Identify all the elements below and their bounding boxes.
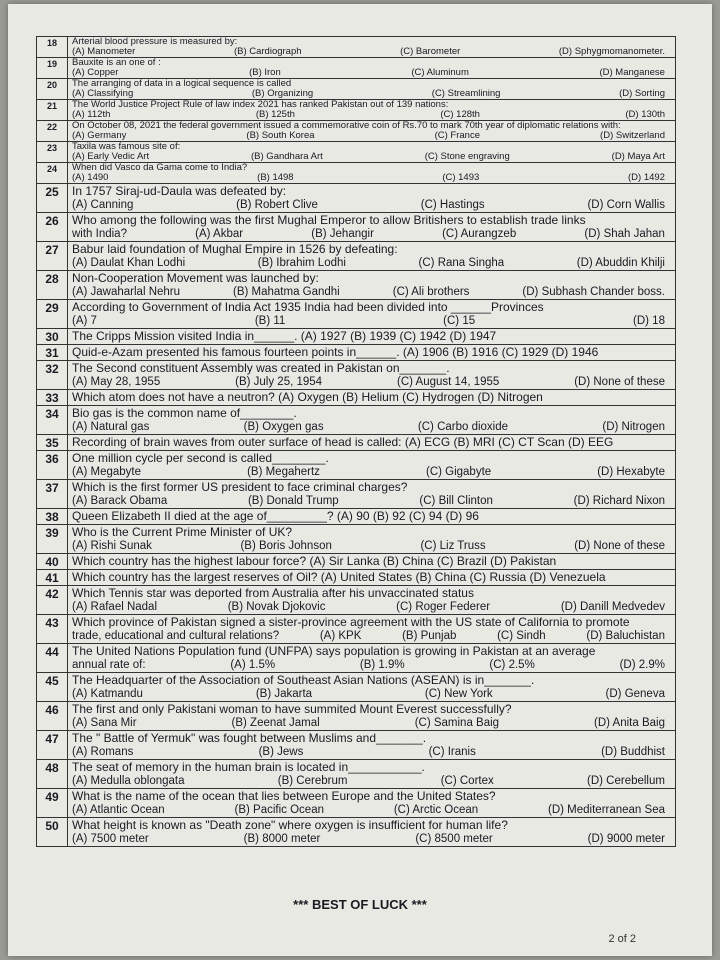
question-row (37, 37, 675, 58)
option-text: (D) 9000 meter (587, 833, 665, 845)
question-row (37, 451, 675, 480)
option-text: (C) Hastings (420, 199, 485, 211)
option-text: (A) Manometer (72, 46, 136, 57)
option-text: (C) Arctic Ocean (393, 804, 479, 816)
options-line (72, 110, 671, 120)
option-text: (A) Early Vedic Art (72, 151, 150, 162)
question-body (68, 673, 675, 701)
options-line (72, 687, 671, 701)
option-text: (B) Donald Trump (247, 495, 339, 507)
option-text: (B) Oxygen gas (243, 421, 324, 433)
option-text: (B) Iron (249, 67, 281, 78)
question-text: Which province of Pakistan signed a sister-province agreement with the US state of California to promote (72, 615, 630, 629)
question-body (68, 451, 675, 479)
question-text: Non-Cooperation Movement was launched by: (72, 271, 319, 285)
question-number: 37 (37, 480, 68, 508)
options-line (72, 227, 671, 241)
question-text: On October 08, 2021 the federal government issued a commemorative coin of Rs.70 to mark 70th year of diplomatic relations with: (72, 121, 621, 131)
options-line (72, 539, 671, 553)
option-text: (C) Streamlining (431, 88, 501, 99)
question-text: Which country has the largest reserves of Oil? (A) United States (B) China (C) Russia (D) Venezuela (72, 570, 606, 584)
question-number: 30 (37, 329, 68, 344)
option-text: (C) 8500 meter (415, 833, 493, 845)
option-text: (D) Geneva (605, 688, 665, 700)
question-row (37, 789, 675, 818)
question-text: What height is known as "Death zone" where oxygen is insufficient for human life? (72, 818, 508, 832)
question-row (37, 361, 675, 390)
options-line (72, 494, 671, 508)
option-text: (D) Buddhist (601, 746, 665, 758)
question-text: Which Tennis star was deported from Australia after his unvaccinated status (72, 586, 474, 600)
question-row (37, 242, 675, 271)
question-body (68, 554, 675, 569)
option-text: (B) 125th (255, 109, 295, 120)
option-text: (A) Classifying (72, 88, 134, 99)
option-text: (C) Liz Truss (420, 540, 486, 552)
question-table (36, 36, 676, 847)
question-row (37, 731, 675, 760)
question-row (37, 702, 675, 731)
option-text: (A) Sana Mir (72, 717, 137, 729)
option-text: (C) Aurangzeb (442, 228, 517, 240)
option-text: (B) Robert Clive (236, 199, 318, 211)
question-text: Who is the Current Prime Minister of UK? (72, 525, 293, 539)
question-body (68, 525, 675, 553)
option-text: (B) Jews (258, 746, 304, 758)
options-line (72, 420, 671, 434)
question-row (37, 509, 675, 525)
question-number: 41 (37, 570, 68, 585)
question-number: 50 (37, 818, 68, 846)
question-body (68, 213, 675, 241)
question-number: 26 (37, 213, 68, 241)
option-text: (B) Organizing (251, 88, 314, 99)
option-text: (A) Romans (72, 746, 134, 758)
question-body (68, 615, 675, 643)
question-row (37, 818, 675, 847)
question-text: Which is the first former US president to face criminal charges? (72, 480, 408, 494)
question-body (68, 184, 675, 212)
question-body (68, 300, 675, 328)
question-text: The Cripps Mission visited India in______. (A) 1927 (B) 1939 (C) 1942 (D) 1947 (72, 329, 497, 343)
option-text: (A) 1.5% (230, 659, 276, 671)
option-text: (B) Zeenat Jamal (231, 717, 320, 729)
question-text: What is the name of the ocean that lies between Europe and the United States? (72, 789, 496, 803)
question-body (68, 406, 675, 434)
option-text: (D) 18 (633, 315, 665, 327)
question-number: 25 (37, 184, 68, 212)
option-text: (B) Punjab (402, 630, 457, 642)
question-text: According to Government of India Act 1935 India had been divided into ______Provinces (72, 300, 544, 314)
question-row (37, 480, 675, 509)
option-text: (D) Baluchistan (586, 630, 665, 642)
option-text: annual rate of: (72, 659, 146, 671)
option-text: (D) None of these (574, 540, 665, 552)
question-row (37, 121, 675, 142)
question-row (37, 586, 675, 615)
option-text: (A) 112th (72, 109, 111, 120)
option-text: with India? (72, 228, 127, 240)
question-body (68, 789, 675, 817)
question-text: Bauxite is an one of : (72, 58, 161, 68)
question-number: 40 (37, 554, 68, 569)
question-number: 42 (37, 586, 68, 614)
option-text: (D) 1492 (628, 172, 665, 183)
options-line (72, 198, 671, 212)
question-row (37, 213, 675, 242)
question-text: In 1757 Siraj-ud-Daula was defeated by: (72, 184, 287, 198)
options-line (72, 89, 671, 99)
options-line (72, 152, 671, 162)
question-text: Who among the following was the first Mughal Emperor to allow Britishers to establish trade links (72, 213, 586, 227)
option-text: (A) Daulat Khan Lodhi (72, 257, 186, 269)
option-text: (A) Katmandu (72, 688, 143, 700)
options-line (72, 47, 671, 57)
options-line (72, 716, 671, 730)
option-text: (A) 7500 meter (72, 833, 149, 845)
option-text: (B) 8000 meter (243, 833, 321, 845)
question-body (68, 644, 675, 672)
option-text: (D) Maya Art (611, 151, 665, 162)
option-text: (C) 1493 (442, 172, 480, 183)
question-number: 38 (37, 509, 68, 524)
option-text: (B) Megahertz (247, 466, 320, 478)
option-text: (B) 11 (254, 315, 286, 327)
options-line (72, 658, 671, 672)
option-text: (A) Canning (72, 199, 134, 211)
question-number: 35 (37, 435, 68, 450)
option-text: (A) KPK (319, 630, 362, 642)
option-text: (D) Richard Nixon (573, 495, 665, 507)
question-row (37, 406, 675, 435)
question-number: 32 (37, 361, 68, 389)
option-text: (B) South Korea (246, 130, 315, 141)
question-number: 46 (37, 702, 68, 730)
options-line (72, 465, 671, 479)
options-line (72, 314, 671, 328)
option-text: (D) Corn Wallis (587, 199, 665, 211)
option-text: (B) Cardiograph (233, 46, 302, 57)
option-text: (C) 15 (443, 315, 476, 327)
question-row (37, 554, 675, 570)
options-line (72, 173, 671, 183)
option-text: (D) None of these (574, 376, 665, 388)
option-text: (B) Mahatma Gandhi (233, 286, 340, 298)
option-text: (A) Natural gas (72, 421, 150, 433)
question-body (68, 271, 675, 299)
question-row (37, 435, 675, 451)
option-text: (C) Bill Clinton (419, 495, 493, 507)
question-text: One million cycle per second is called________. (72, 451, 329, 465)
question-body (68, 390, 675, 405)
option-text: (C) Gigabyte (425, 466, 492, 478)
option-text: (C) France (434, 130, 480, 141)
options-line (72, 256, 671, 270)
question-row (37, 760, 675, 789)
option-text: (C) New York (424, 688, 493, 700)
question-row (37, 58, 675, 79)
question-text: Which atom does not have a neutron? (A) Oxygen (B) Helium (C) Hydrogen (D) Nitrogen (72, 390, 543, 404)
question-text: The " Battle of Yermuk" was fought between Muslims and_______. (72, 731, 427, 745)
question-text: Bio gas is the common name of________. (72, 406, 297, 420)
option-text: (A) 1490 (72, 172, 109, 183)
question-number: 49 (37, 789, 68, 817)
options-line (72, 68, 671, 78)
question-number: 33 (37, 390, 68, 405)
option-text: (D) Anita Baig (594, 717, 665, 729)
question-row (37, 329, 675, 345)
option-text: (C) Carbo dioxide (417, 421, 509, 433)
option-text: (C) August 14, 1955 (397, 376, 500, 388)
option-text: (D) Nitrogen (602, 421, 665, 433)
options-line (72, 832, 671, 846)
question-body (68, 58, 675, 78)
question-row (37, 390, 675, 406)
question-number: 43 (37, 615, 68, 643)
option-text: (A) Copper (72, 67, 119, 78)
option-text: (D) Manganese (599, 67, 665, 78)
question-body (68, 361, 675, 389)
question-row (37, 644, 675, 673)
option-text: (A) Akbar (195, 228, 244, 240)
question-body (68, 702, 675, 730)
option-text: (C) Roger Federer (396, 601, 491, 613)
option-text: (B) Novak Djokovic (227, 601, 326, 613)
question-number: 27 (37, 242, 68, 270)
question-number: 36 (37, 451, 68, 479)
option-text: (B) 1.9% (359, 659, 405, 671)
question-text: Which country has the highest labour force? (A) Sir Lanka (B) China (C) Brazil (D) Pakistan (72, 554, 557, 568)
question-number: 23 (37, 142, 68, 162)
question-number: 20 (37, 79, 68, 99)
question-text: The United Nations Population fund (UNFPA) says population is growing in Pakistan at an average (72, 644, 596, 658)
option-text: (C) Samina Baig (414, 717, 500, 729)
question-number: 22 (37, 121, 68, 141)
question-row (37, 570, 675, 586)
question-body (68, 586, 675, 614)
question-row (37, 345, 675, 361)
option-text: (C) 2.5% (489, 659, 535, 671)
question-text: The first and only Pakistani woman to have summited Mount Everest successfully? (72, 702, 512, 716)
question-row (37, 184, 675, 213)
option-text: (B) Cerebrum (277, 775, 348, 787)
option-text: (D) Abuddin Khilji (576, 257, 665, 269)
question-text: Recording of brain waves from outer surface of head is called: (A) ECG (B) MRI (C) CT Scan (D) EEG (72, 435, 614, 449)
question-row (37, 79, 675, 100)
question-body (68, 100, 675, 120)
question-row (37, 163, 675, 184)
option-text: (C) Stone engraving (424, 151, 510, 162)
question-number: 39 (37, 525, 68, 553)
option-text: (B) Pacific Ocean (234, 804, 324, 816)
question-text: The Second constituent Assembly was created in Pakistan on_______. (72, 361, 450, 375)
question-text: The World Justice Project Rule of law index 2021 has ranked Pakistan out of 139 nations: (72, 100, 449, 110)
option-text: (C) 128th (440, 109, 480, 120)
question-number: 29 (37, 300, 68, 328)
question-row (37, 271, 675, 300)
option-text: (D) Danill Medvedev (560, 601, 665, 613)
options-line (72, 774, 671, 788)
option-text: (A) Rafael Nadal (72, 601, 158, 613)
question-row (37, 673, 675, 702)
option-text: (B) Jakarta (255, 688, 313, 700)
options-line (72, 600, 671, 614)
question-text: Babur laid foundation of Mughal Empire in 1526 by defeating: (72, 242, 398, 256)
question-text: When did Vasco da Gama come to India? (72, 163, 248, 173)
question-body (68, 79, 675, 99)
question-body (68, 435, 675, 450)
question-row (37, 615, 675, 644)
question-number: 19 (37, 58, 68, 78)
options-line (72, 803, 671, 817)
option-text: (D) Shah Jahan (584, 228, 665, 240)
question-text: Quid-e-Azam presented his famous fourteen points in______. (A) 1906 (B) 1916 (C) 1929 (D) 1946 (72, 345, 599, 359)
option-text: (D) 130th (625, 109, 665, 120)
question-body (68, 121, 675, 141)
question-row (37, 100, 675, 121)
question-row (37, 142, 675, 163)
question-number: 24 (37, 163, 68, 183)
options-line (72, 375, 671, 389)
option-text: (A) Germany (72, 130, 127, 141)
question-row (37, 300, 675, 329)
option-text: (C) Barometer (400, 46, 461, 57)
option-text: (C) Sindh (497, 630, 546, 642)
option-text: (D) Switzerland (600, 130, 665, 141)
question-body (68, 37, 675, 57)
question-number: 47 (37, 731, 68, 759)
question-number: 31 (37, 345, 68, 360)
question-body (68, 345, 675, 360)
question-body (68, 818, 675, 846)
option-text: (A) Barack Obama (72, 495, 168, 507)
option-text: (A) Jawaharlal Nehru (72, 286, 181, 298)
option-text: (A) Rishi Sunak (72, 540, 152, 552)
option-text: (A) Atlantic Ocean (72, 804, 165, 816)
question-number: 45 (37, 673, 68, 701)
question-text: Taxila was famous site of: (72, 142, 181, 152)
question-number: 44 (37, 644, 68, 672)
question-body (68, 509, 675, 524)
option-text: (B) Jehangir (311, 228, 374, 240)
question-body (68, 163, 675, 183)
option-text: (C) Iranis (428, 746, 476, 758)
option-text: (D) Hexabyte (597, 466, 665, 478)
option-text: (B) Boris Johnson (240, 540, 332, 552)
option-text: trade, educational and cultural relations? (72, 630, 280, 642)
option-text: (A) Megabyte (72, 466, 142, 478)
option-text: (D) Sorting (619, 88, 665, 99)
option-text: (B) Ibrahim Lodhi (257, 257, 346, 269)
question-number: 21 (37, 100, 68, 120)
question-text: Arterial blood pressure is measured by: (72, 37, 238, 47)
question-body (68, 480, 675, 508)
options-line (72, 285, 671, 299)
option-text: (B) Gandhara Art (251, 151, 323, 162)
footer-text: *** BEST OF LUCK *** (293, 897, 427, 912)
question-body (68, 760, 675, 788)
question-number: 48 (37, 760, 68, 788)
options-line (72, 745, 671, 759)
option-text: (A) May 28, 1955 (72, 376, 161, 388)
question-text: The seat of memory in the human brain is located in___________. (72, 760, 425, 774)
option-text: (D) Mediterranean Sea (548, 804, 665, 816)
question-body (68, 329, 675, 344)
options-line (72, 131, 671, 141)
option-text: (A) Medulla oblongata (72, 775, 185, 787)
question-body (68, 142, 675, 162)
option-text: (B) July 25, 1954 (235, 376, 323, 388)
question-text: Queen Elizabeth II died at the age of_________? (A) 90 (B) 92 (C) 94 (D) 96 (72, 509, 479, 523)
question-text: The Headquarter of the Association of Southeast Asian Nations (ASEAN) is in_______. (72, 673, 535, 687)
option-text: (D) 2.9% (619, 659, 665, 671)
option-text: (A) 7 (72, 315, 97, 327)
question-text: The arranging of data in a logical sequence is called (72, 79, 292, 89)
options-line (72, 629, 671, 643)
question-row (37, 525, 675, 554)
option-text: (C) Rana Singha (418, 257, 505, 269)
option-text: (C) Cortex (440, 775, 494, 787)
question-body (68, 242, 675, 270)
exam-sheet (8, 4, 712, 956)
question-number: 28 (37, 271, 68, 299)
option-text: (D) Subhash Chander boss. (522, 286, 665, 298)
question-number: 18 (37, 37, 68, 57)
question-number: 34 (37, 406, 68, 434)
option-text: (D) Sphygmomanometer. (558, 46, 665, 57)
question-body (68, 570, 675, 585)
question-body (68, 731, 675, 759)
option-text: (C) Aluminum (411, 67, 469, 78)
option-text: (D) Cerebellum (587, 775, 665, 787)
option-text: (B) 1498 (257, 172, 294, 183)
page-number: 2 of 2 (608, 933, 636, 945)
option-text: (C) Ali brothers (392, 286, 470, 298)
